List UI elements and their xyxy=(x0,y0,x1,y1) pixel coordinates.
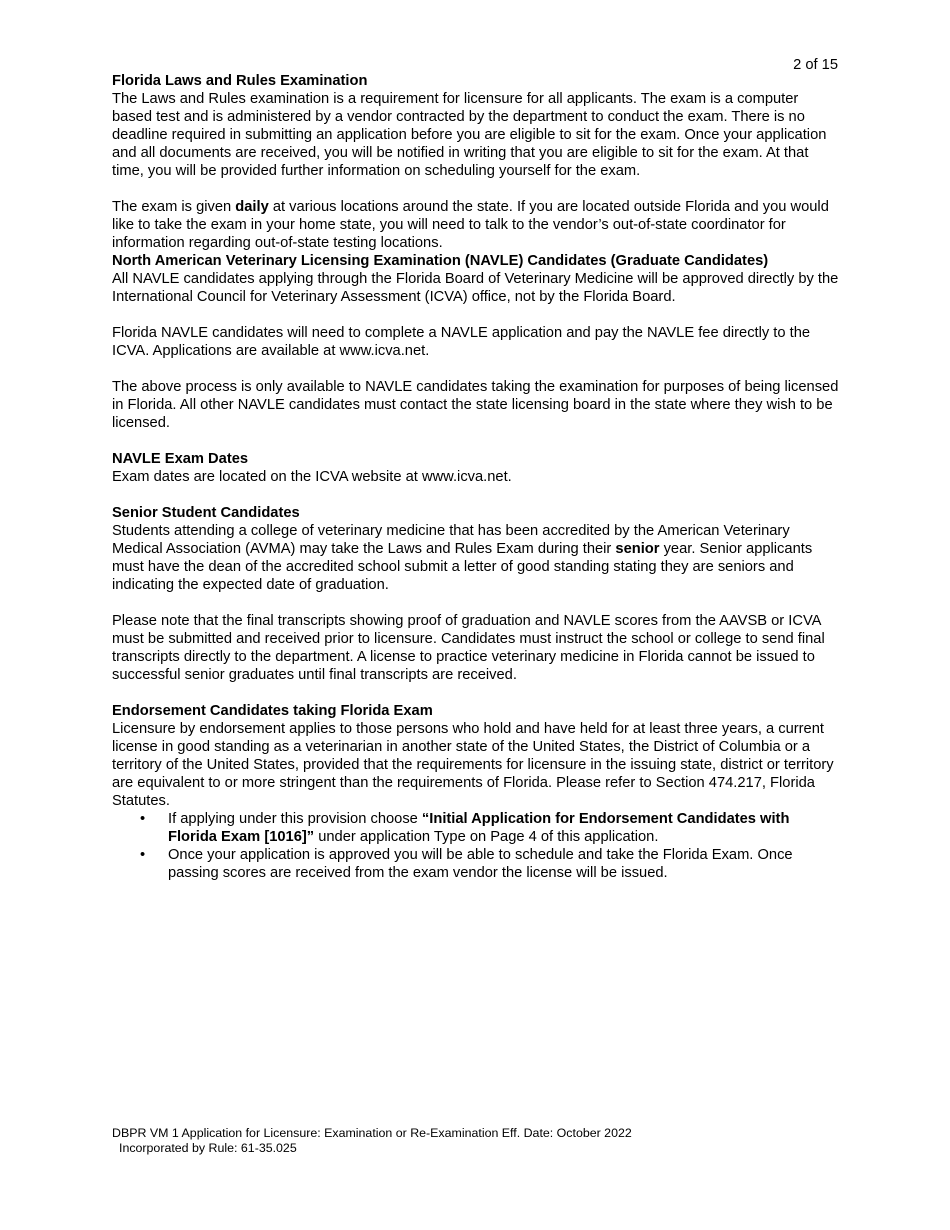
page-footer xyxy=(112,1126,632,1156)
endorsement-paragraph: Licensure by endorsement applies to those persons who hold and have held for at least three years, a current license in good standing as a veterinarian in another state of the United States, the District of Columbia or a territory of the United States, provided that the requirements for licensure in the issuing state, district or territory are equivalent to or more stringent than the requirements of Florida. Please refer to Section 474.217, Florida Statutes. xyxy=(112,721,834,809)
navle-dates-heading: NAVLE Exam Dates xyxy=(112,451,249,467)
text-run: at various locations around the state. If you are located outside Florida and you would like to take the exam in your home state, you will need to talk to the vendor’s out-of-state coordinator for information regarding out-of-state testing locations. xyxy=(112,199,829,251)
navle-paragraph-1: All NAVLE candidates applying through the Florida Board of Veterinary Medicine will be approved directly by the International Council for Veterinary Assessment (ICVA) office, not by the Florida Board. xyxy=(112,271,839,305)
emphasis-senior: senior xyxy=(615,541,660,557)
navle-heading: North American Veterinary Licensing Examination (NAVLE) Candidates (Graduate Candidates) xyxy=(112,253,769,269)
text-run: Once your application is approved you will be able to schedule and take the Florida Exam. Once passing scores are received from the exam vendor the license will be issued. xyxy=(168,847,793,881)
senior-paragraph-2: Please note that the final transcripts showing proof of graduation and NAVLE scores from the AAVSB or ICVA must be submitted and received prior to licensure. Candidates must instruct the school or college to send final transcripts directly to the department. A license to practice veterinary medicine in Florida cannot be issued to successful senior graduates until final transcripts are received. xyxy=(112,613,825,683)
document-body xyxy=(112,72,842,882)
navle-paragraph-3: The above process is only available to NAVLE candidates taking the examination for purposes of being licensed in Florida. All other NAVLE candidates must contact the state licensing board in the state where they wish to be licensed. xyxy=(112,379,839,431)
list-item xyxy=(140,810,842,846)
endorsement-heading: Endorsement Candidates taking Florida Exam xyxy=(112,703,433,719)
application-type-name: “Initial Application for Endorsement Candidates with Florida Exam [1016]” xyxy=(168,811,790,845)
bullet-icon: • xyxy=(140,847,146,863)
endorsement-bullet-list xyxy=(112,810,842,882)
text-run: The exam is given xyxy=(112,199,236,215)
page-number: 2 of 15 xyxy=(793,57,838,73)
emphasis-daily: daily xyxy=(235,199,269,215)
text-run: under application Type on Page 4 of this application. xyxy=(314,829,659,845)
footer-form-title: DBPR VM 1 Application for Licensure: Examination or Re-Examination Eff. Date: October 2022 xyxy=(112,1126,632,1140)
laws-rules-heading: Florida Laws and Rules Examination xyxy=(112,73,368,89)
text-run: year. Senior applicants must have the dean of the accredited school submit a letter of good standing stating they are seniors and indicating the expected date of graduation. xyxy=(112,541,813,593)
senior-paragraph-1 xyxy=(112,522,842,594)
text-run: Students attending a college of veterinary medicine that has been accredited by the American Veterinary Medical Association (AVMA) may take the Laws and Rules Exam during their xyxy=(112,523,790,557)
list-item xyxy=(140,846,842,882)
bullet-icon: • xyxy=(140,811,146,827)
navle-dates-paragraph: Exam dates are located on the ICVA website at www.icva.net. xyxy=(112,469,512,485)
senior-heading: Senior Student Candidates xyxy=(112,505,300,521)
footer-rule: Incorporated by Rule: 61-35.025 xyxy=(119,1141,297,1155)
laws-rules-paragraph-1: The Laws and Rules examination is a requirement for licensure for all applicants. The exam is a computer based test and is administered by a vendor contracted by the department to conduct the exam. There is no deadline required in submitting an application before you are eligible to sit for the exam. Once your application and all documents are received, you will be notified in writing that you are eligible to sit for the exam. At that time, you will be provided further information on scheduling yourself for the exam. xyxy=(112,91,827,179)
navle-paragraph-2: Florida NAVLE candidates will need to complete a NAVLE application and pay the NAVLE fee directly to the ICVA. Applications are available at www.icva.net. xyxy=(112,325,811,359)
text-run: If applying under this provision choose xyxy=(168,811,422,827)
laws-rules-paragraph-2 xyxy=(112,198,842,252)
